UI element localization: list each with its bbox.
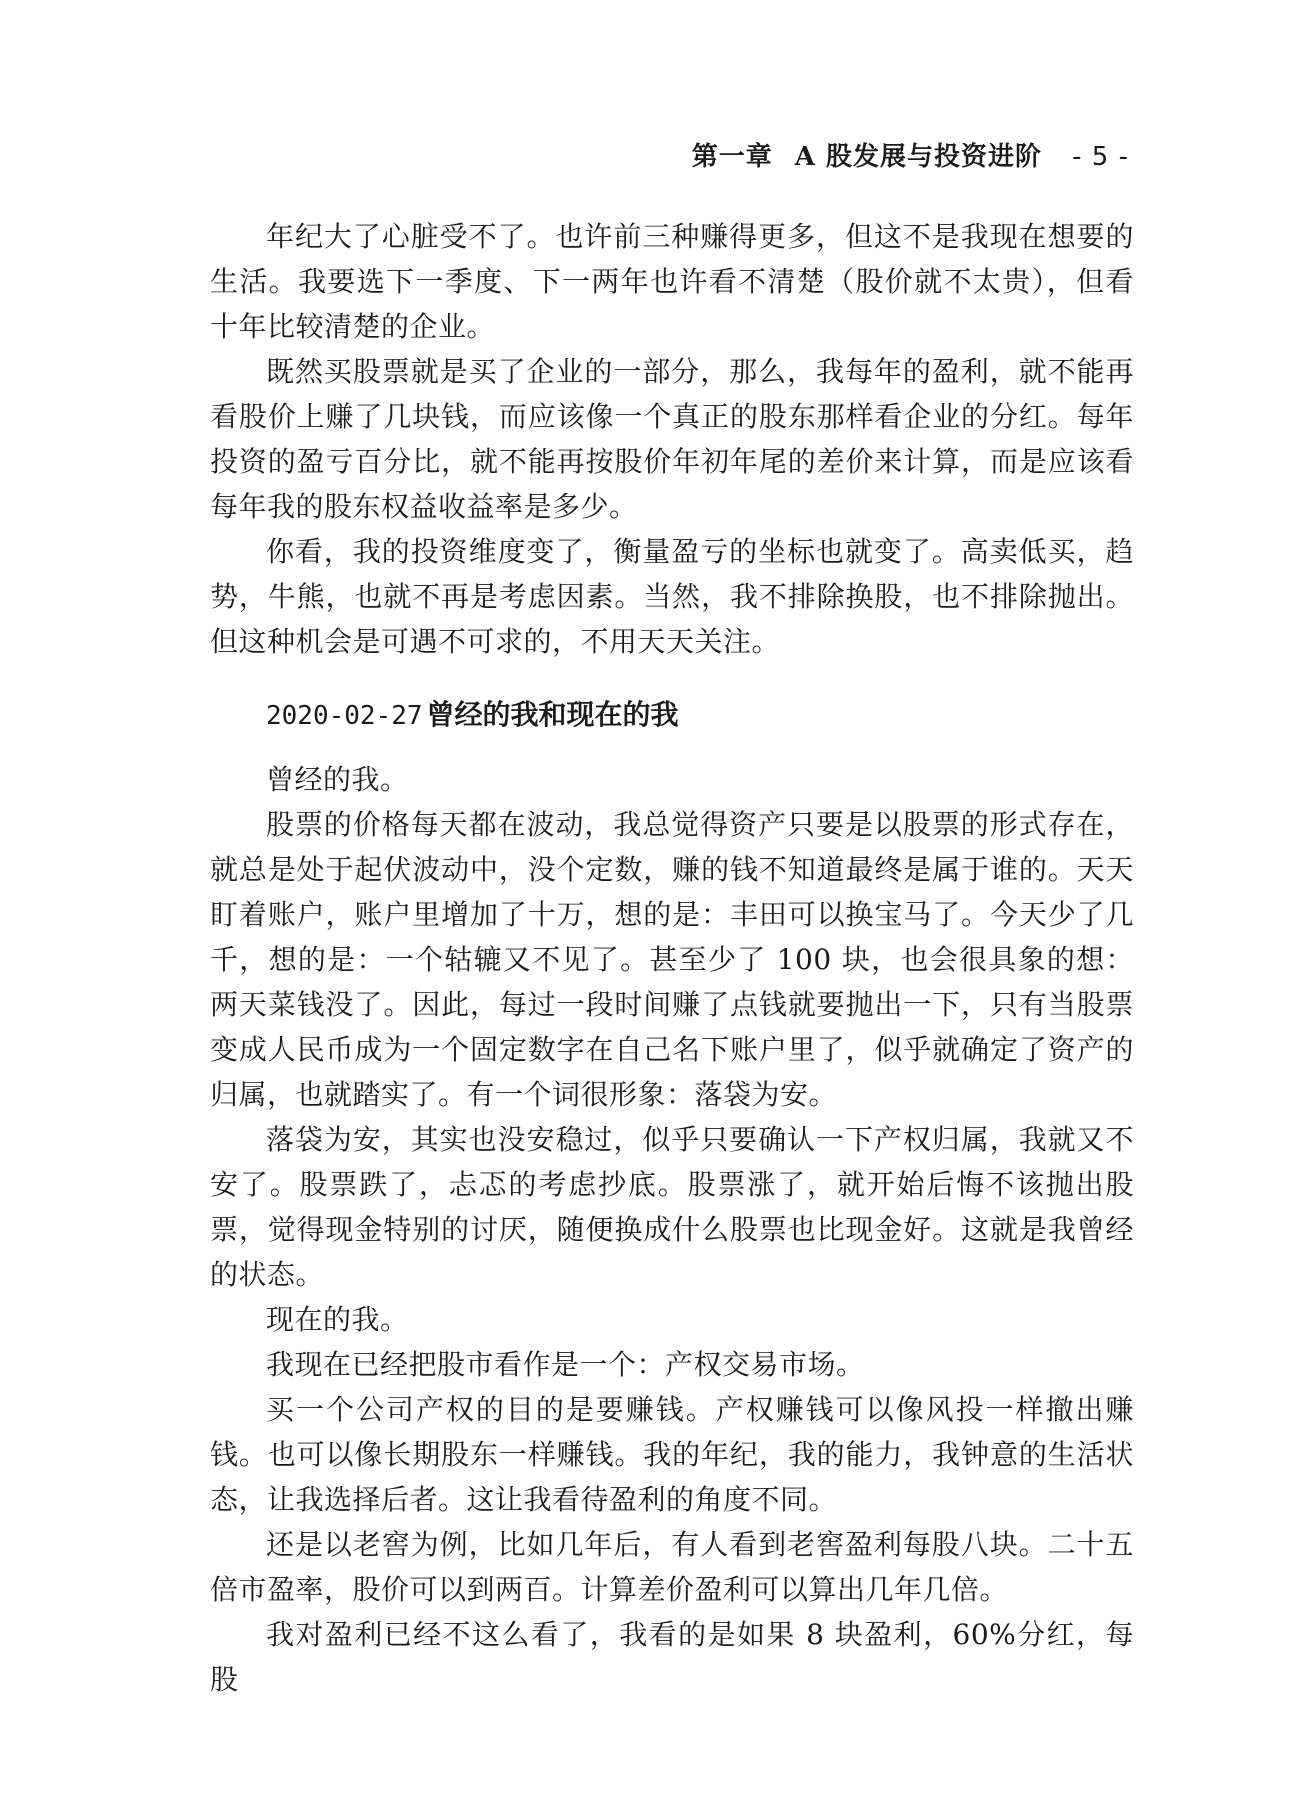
page-number: - 5 - xyxy=(1072,142,1129,172)
section-date: 2020-02-27 xyxy=(266,701,423,731)
paragraph: 股票的价格每天都在波动，我总觉得资产只要是以股票的形式存在，就总是处于起伏波动中，没个定数，赚的钱不知道最终是属于谁的。天天盯着账户，账户里增加了十万，想的是：丰田可以换宝马了。今天少了几千，想的是：一个轱辘又不见了。甚至少了 100 块，也会很具象的想：两天菜钱没了。因此，每过一段时间赚了点钱就要抛出一下，只有当股票变成人民币成为一个固定数字在自己名下账户里了，似乎就确定了资产的归属，也就踏实了。有一个词很形象：落袋为安。 xyxy=(210,808,1134,1111)
running-header xyxy=(692,136,1129,173)
paragraph: 既然买股票就是买了企业的一部分，那么，我每年的盈利，就不能再看股价上赚了几块钱，而应该像一个真正的股东那样看企业的分红。每年投资的盈亏百分比，就不能再按股价年初年尾的差价来计算，而是应该看每年我的股东权益收益率是多少。 xyxy=(210,355,1134,523)
section-title: 曾经的我和现在的我 xyxy=(426,698,679,731)
paragraph: 买一个公司产权的目的是要赚钱。产权赚钱可以像风投一样撤出赚钱。也可以像长期股东一样赚钱。我的年纪，我的能力，我钟意的生活状态，让我选择后者。这让我看待盈利的角度不同。 xyxy=(210,1393,1134,1516)
paragraph: 曾经的我。 xyxy=(266,763,409,796)
paragraph: 我现在已经把股市看作是一个：产权交易市场。 xyxy=(266,1348,865,1381)
paragraph: 还是以老窖为例，比如几年后，有人看到老窖盈利每股八块。二十五倍市盈率，股价可以到两百。计算差价盈利可以算出几年几倍。 xyxy=(210,1528,1134,1606)
chapter-label: 第一章 xyxy=(691,142,773,172)
section-heading xyxy=(210,692,1134,739)
paragraph: 年纪大了心脏受不了。也许前三种赚得更多，但这不是我现在想要的生活。我要选下一季度、下一两年也许看不清楚（股价就不太贵），但看十年比较清楚的企业。 xyxy=(210,220,1134,343)
paragraph: 我对盈利已经不这么看了，我看的是如果 8 块盈利，60%分红，每股 xyxy=(210,1618,1134,1696)
chapter-title: A 股发展与投资进阶 xyxy=(794,142,1042,172)
paragraph: 落袋为安，其实也没安稳过，似乎只要确认一下产权归属，我就又不安了。股票跌了，忐忑的考虑抄底。股票涨了，就开始后悔不该抛出股票，觉得现金特别的讨厌，随便换成什么股票也比现金好。这就是我曾经的状态。 xyxy=(210,1123,1134,1291)
paragraph: 现在的我。 xyxy=(266,1303,409,1336)
page-body xyxy=(210,214,1134,1702)
paragraph: 你看，我的投资维度变了，衡量盈亏的坐标也就变了。高卖低买，趋势，牛熊，也就不再是考虑因素。当然，我不排除换股，也不排除抛出。但这种机会是可遇不可求的，不用天天关注。 xyxy=(210,535,1134,658)
